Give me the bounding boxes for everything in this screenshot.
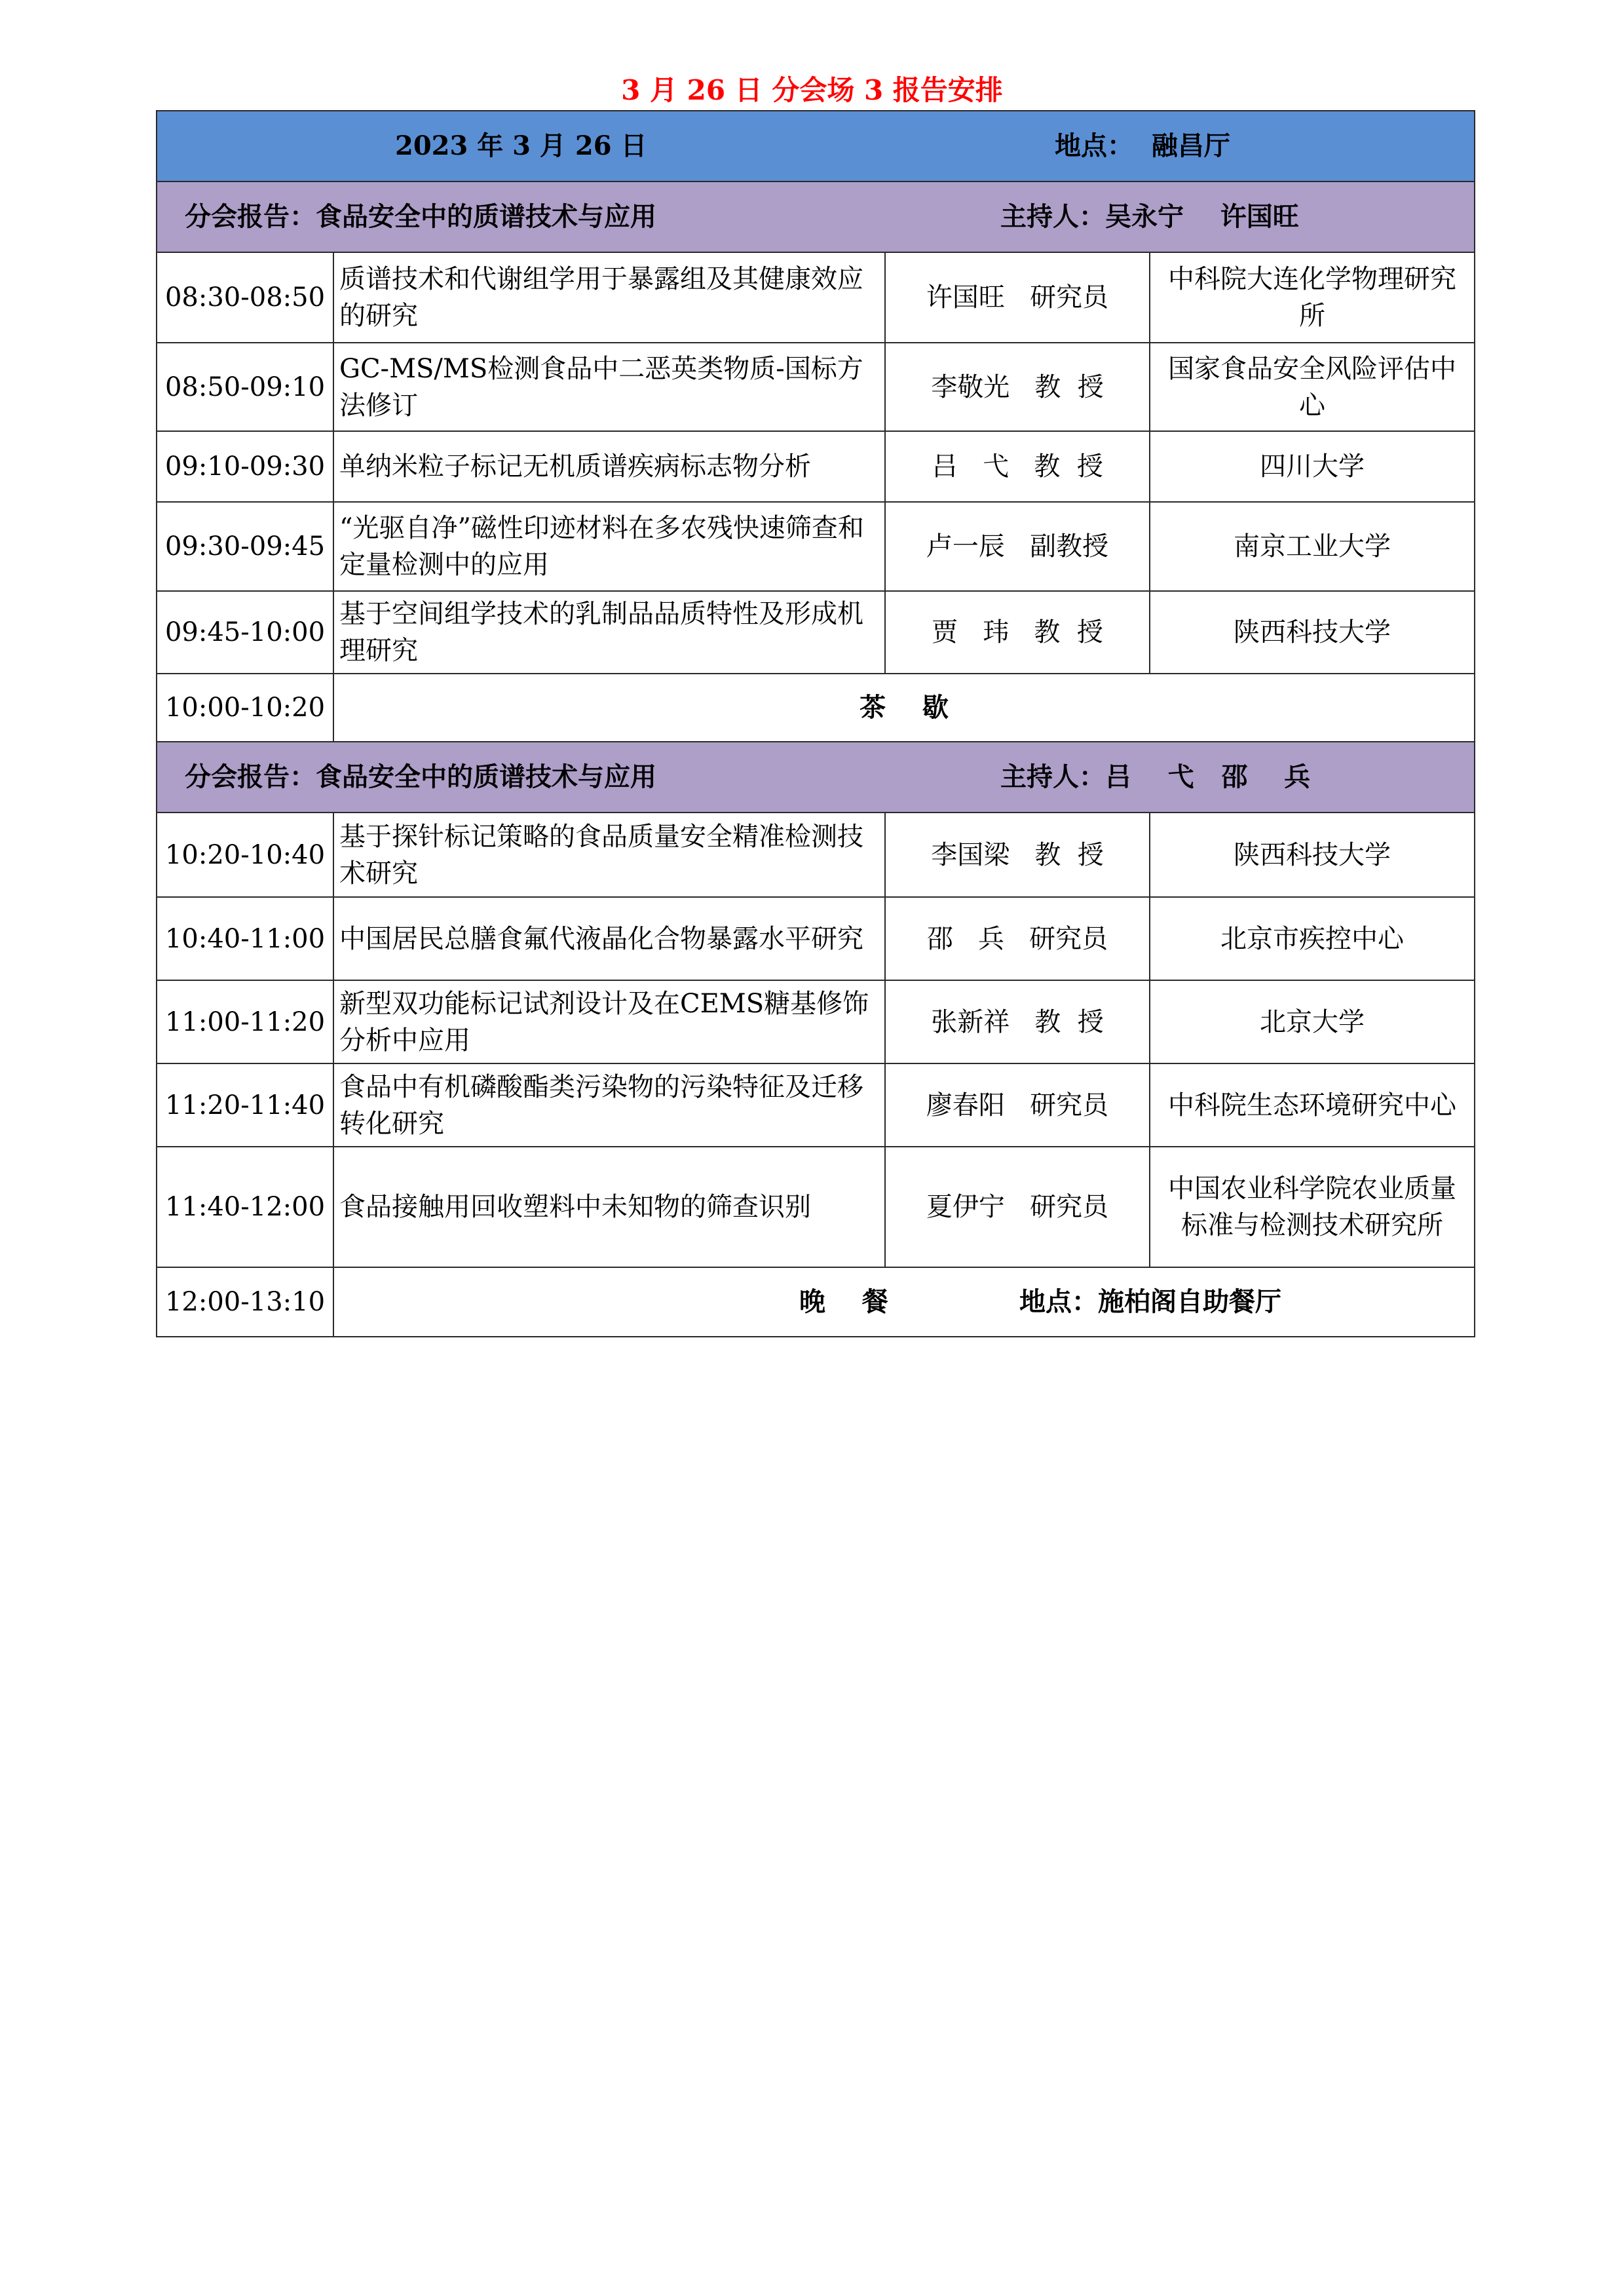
talk-time: 09:30-09:45	[157, 502, 333, 591]
header-date: 2023 年 3 月 26 日	[395, 130, 647, 161]
talk-speaker: 廖春阳 研究员	[885, 1063, 1150, 1147]
break-time: 12:00-13:10	[157, 1267, 333, 1337]
table-row	[157, 813, 1475, 897]
talk-topic: 基于探针标记策略的食品质量安全精准检测技术研究	[333, 813, 885, 897]
break-row	[157, 674, 1475, 742]
dinner-location: 地点：施柏阁自助餐厅	[1019, 1286, 1281, 1317]
talk-institution: 中科院大连化学物理研究所	[1150, 252, 1475, 343]
header-cell	[157, 111, 1475, 182]
talk-time: 11:20-11:40	[157, 1063, 333, 1147]
talk-time: 08:30-08:50	[157, 252, 333, 343]
talk-time: 11:00-11:20	[157, 980, 333, 1063]
section-row	[157, 182, 1475, 252]
talk-speaker: 张新祥 教 授	[885, 980, 1150, 1063]
talk-topic: 新型双功能标记试剂设计及在CEMS糖基修饰分析中应用	[333, 980, 885, 1063]
header-row	[157, 111, 1475, 182]
talk-speaker: 卢一辰 副教授	[885, 502, 1150, 591]
break-time: 10:00-10:20	[157, 674, 333, 742]
talk-topic: 食品中有机磷酸酯类污染物的污染特征及迁移转化研究	[333, 1063, 885, 1147]
table-row	[157, 502, 1475, 591]
talk-time: 10:20-10:40	[157, 813, 333, 897]
talk-institution: 四川大学	[1150, 431, 1475, 502]
talk-institution: 陕西科技大学	[1150, 591, 1475, 674]
talk-speaker: 吕 弋 教 授	[885, 431, 1150, 502]
talk-speaker: 许国旺 研究员	[885, 252, 1150, 343]
table-row	[157, 980, 1475, 1063]
table-row	[157, 591, 1475, 674]
talk-speaker: 李国梁 教 授	[885, 813, 1150, 897]
page-title: 3 月 26 日 分会场 3 报告安排	[621, 74, 1003, 106]
break-label: 茶 歇	[333, 674, 1475, 742]
talk-speaker: 邵 兵 研究员	[885, 897, 1150, 980]
dinner-cell	[333, 1267, 1475, 1337]
talk-topic: 质谱技术和代谢组学用于暴露组及其健康效应的研究	[333, 252, 885, 343]
talk-institution: 南京工业大学	[1150, 502, 1475, 591]
section-host: 主持人：吴永宁 许国旺	[1000, 201, 1299, 232]
table-row	[157, 897, 1475, 980]
section-row	[157, 742, 1475, 813]
talk-institution: 北京大学	[1150, 980, 1475, 1063]
talk-institution: 国家食品安全风险评估中心	[1150, 343, 1475, 431]
break-row	[157, 1267, 1475, 1337]
section-cell	[157, 182, 1475, 252]
table-row	[157, 1063, 1475, 1147]
dinner-label: 晚 餐	[799, 1286, 888, 1317]
table-row	[157, 431, 1475, 502]
talk-speaker: 贾 玮 教 授	[885, 591, 1150, 674]
table-row	[157, 1147, 1475, 1267]
section-title: 分会报告：食品安全中的质谱技术与应用	[185, 761, 656, 792]
talk-topic: 单纳米粒子标记无机质谱疾病标志物分析	[333, 431, 885, 502]
talk-institution: 北京市疾控中心	[1150, 897, 1475, 980]
talk-time: 10:40-11:00	[157, 897, 333, 980]
talk-topic: 食品接触用回收塑料中未知物的筛查识别	[333, 1147, 885, 1267]
talk-topic: GC-MS/MS检测食品中二恶英类物质-国标方法修订	[333, 343, 885, 431]
section-host: 主持人：吕 弋 邵 兵	[1000, 761, 1311, 792]
talk-time: 11:40-12:00	[157, 1147, 333, 1267]
talk-time: 08:50-09:10	[157, 343, 333, 431]
talk-topic: 基于空间组学技术的乳制品品质特性及形成机理研究	[333, 591, 885, 674]
talk-time: 09:45-10:00	[157, 591, 333, 674]
talk-speaker: 李敬光 教 授	[885, 343, 1150, 431]
talk-topic: “光驱自净”磁性印迹材料在多农残快速筛查和定量检测中的应用	[333, 502, 885, 591]
header-location: 地点： 融昌厅	[1055, 130, 1230, 161]
talk-institution: 中科院生态环境研究中心	[1150, 1063, 1475, 1147]
table-row	[157, 252, 1475, 343]
section-title: 分会报告：食品安全中的质谱技术与应用	[185, 201, 656, 232]
section-cell	[157, 742, 1475, 813]
talk-time: 09:10-09:30	[157, 431, 333, 502]
talk-topic: 中国居民总膳食氟代液晶化合物暴露水平研究	[333, 897, 885, 980]
schedule-table	[156, 110, 1475, 1337]
table-row	[157, 343, 1475, 431]
talk-speaker: 夏伊宁 研究员	[885, 1147, 1150, 1267]
talk-institution: 陕西科技大学	[1150, 813, 1475, 897]
talk-institution: 中国农业科学院农业质量标准与检测技术研究所	[1150, 1147, 1475, 1267]
